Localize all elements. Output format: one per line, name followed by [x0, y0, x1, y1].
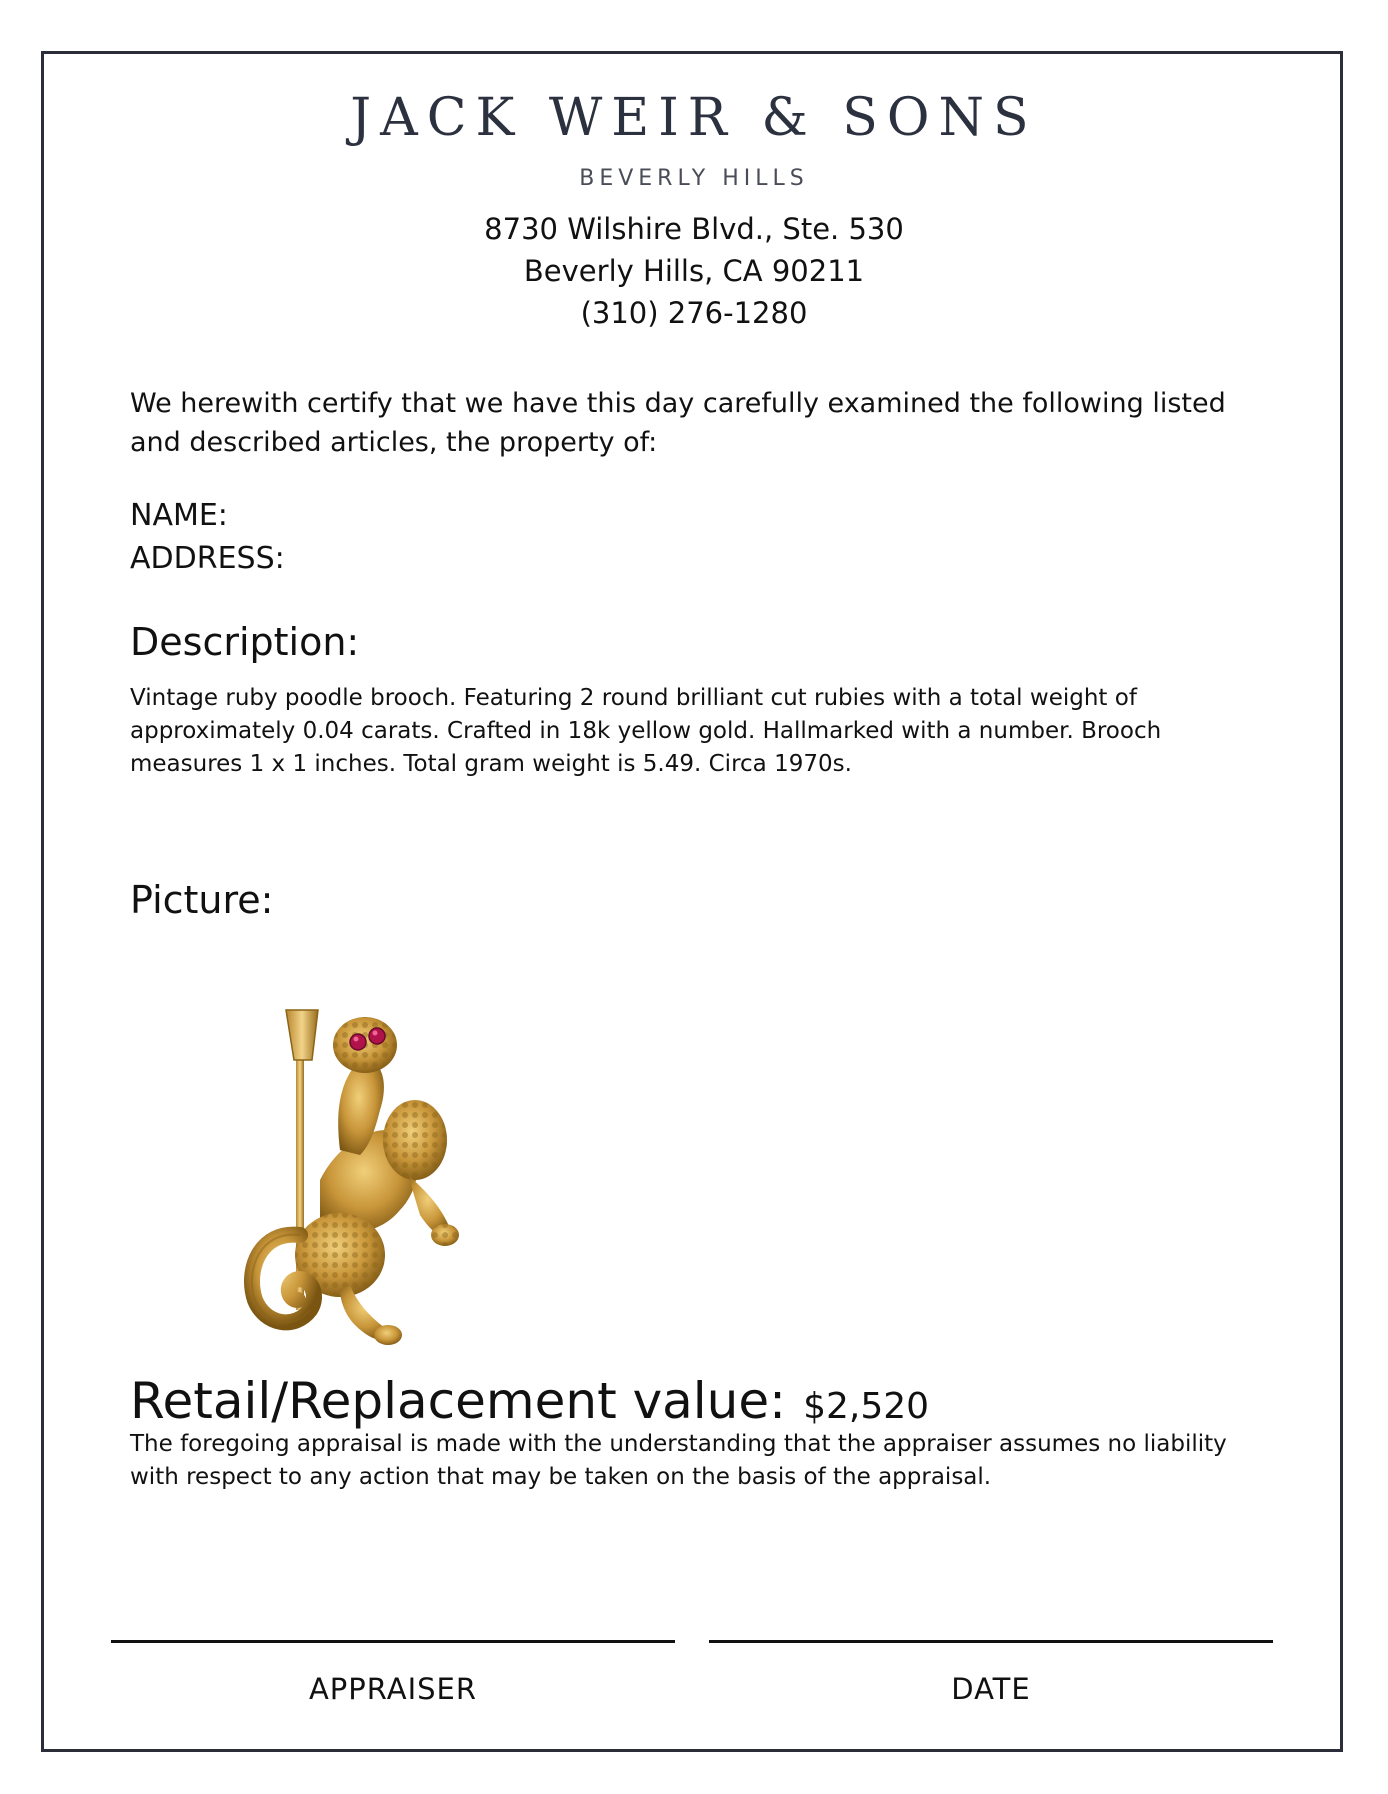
- valuation-amount: $2,520: [803, 1386, 930, 1427]
- valuation-label: Retail/Replacement value:: [130, 1372, 786, 1430]
- brand-logo: JACK WEIR & SONS: [350, 88, 1038, 148]
- brooch-photo: [230, 990, 510, 1350]
- poodle-brooch-image: [230, 990, 510, 1350]
- date-label: DATE: [951, 1672, 1031, 1706]
- appraiser-label: APPRAISER: [308, 1672, 478, 1706]
- appraiser-signature-line: [111, 1640, 675, 1643]
- phone-number: (310) 276-1280: [580, 296, 808, 330]
- address-city: Beverly Hills, CA 90211: [523, 254, 865, 288]
- valuation-line: [130, 1372, 929, 1430]
- ruby-eye-right: [369, 1028, 385, 1044]
- description-heading: Description:: [130, 620, 360, 664]
- date-signature-line: [709, 1640, 1273, 1643]
- name-label: NAME:: [130, 498, 228, 533]
- brand-location: BEVERLY HILLS: [579, 166, 809, 191]
- certification-statement: We herewith certify that we have this day carefully examined the following listed and described articles, the property of:: [130, 388, 1226, 458]
- disclaimer-text: The foregoing appraisal is made with the understanding that the appraiser assumes no liability with respect to any action that may be taken on the basis of the appraisal.: [130, 1431, 1227, 1490]
- picture-heading: Picture:: [130, 878, 274, 922]
- ruby-eye-left: [350, 1034, 366, 1050]
- address-street: 8730 Wilshire Blvd., Ste. 530: [484, 212, 904, 246]
- description-text: Vintage ruby poodle brooch. Featuring 2 round brilliant cut rubies with a total weight of approximately 0.04 carats. Crafted in 18k yellow gold. Hallmarked with a number. Brooch measures 1 x 1 inches. Total gram weight is 5.49. Circa 1970s.: [130, 685, 1162, 777]
- address-label: ADDRESS:: [130, 541, 285, 576]
